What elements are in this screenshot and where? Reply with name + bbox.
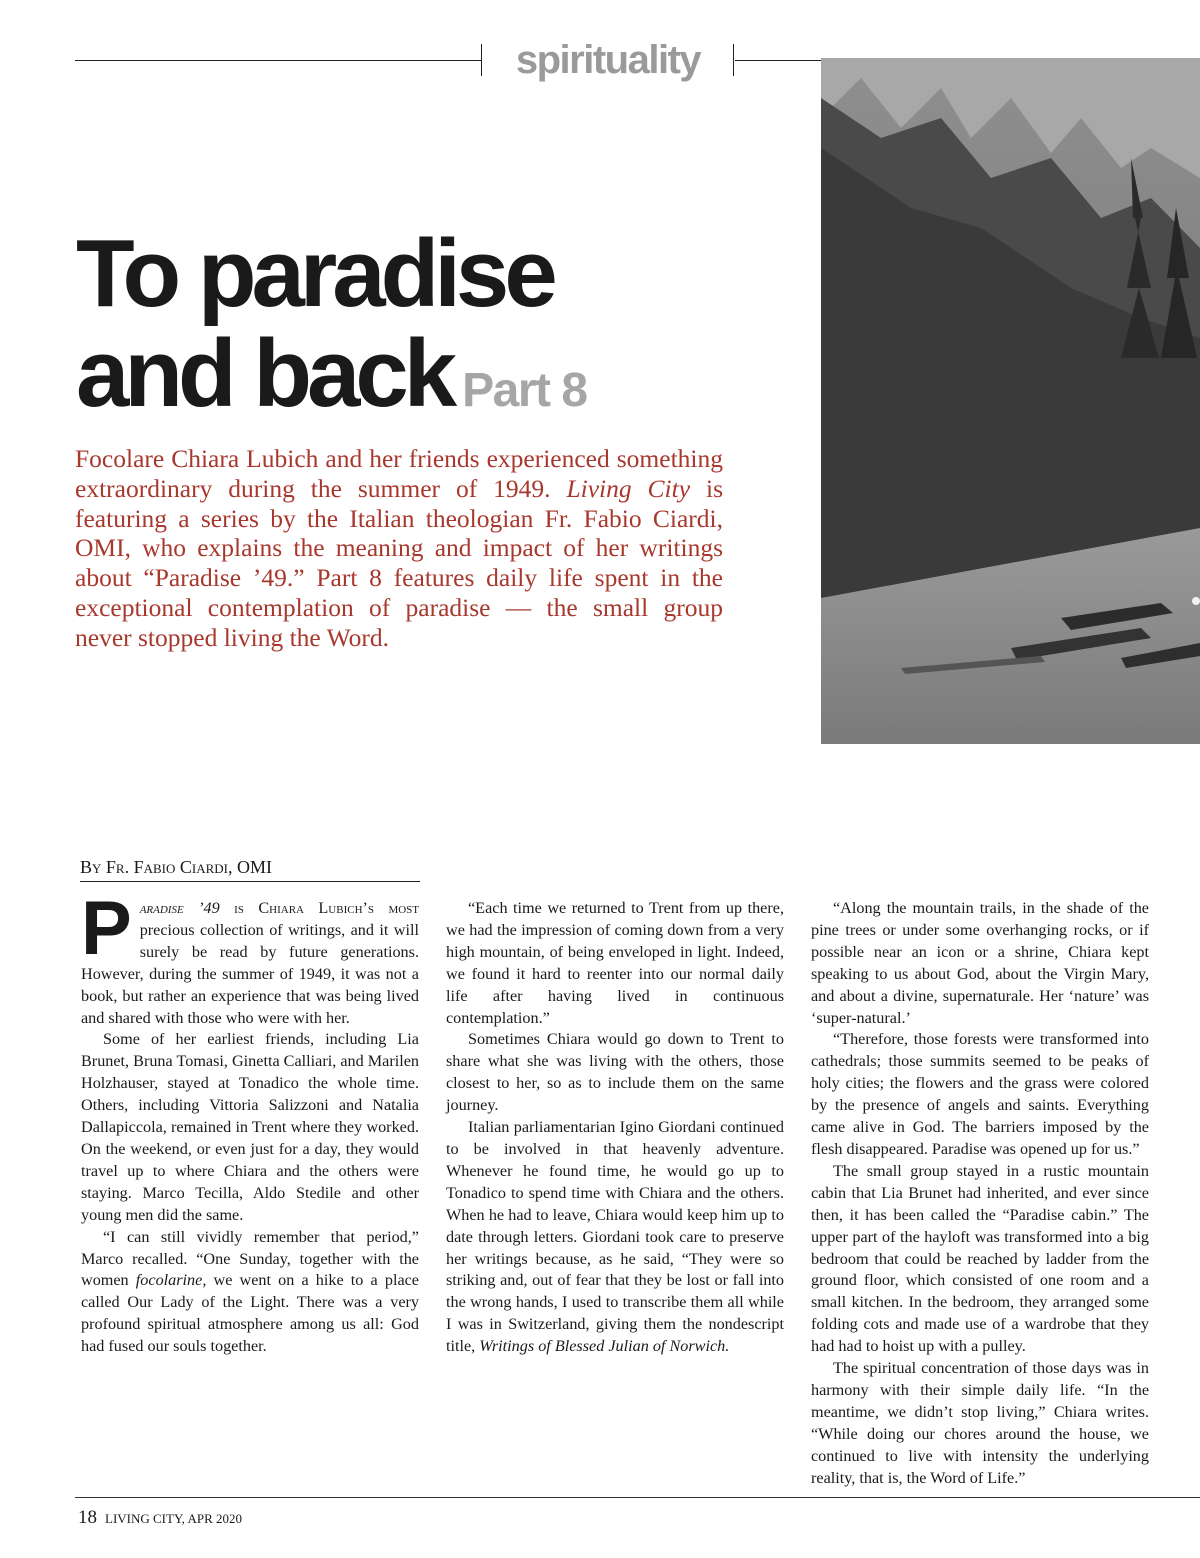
deck-text: Focolare Chiara Lubich and her friends experienced something extraordinary during the summer of 1949.: [75, 444, 723, 503]
deck-italic-title: Living City: [566, 473, 691, 503]
paragraph: The small group stayed in a rustic mountain cabin that Lia Brunet had inherited, and ever since then, it has been called the “Paradise cabin.” The upper part of the hayloft was transformed into a big bedroom that could be reached by ladder from the ground floor, which consisted of one room and a small kitchen. In the bedroom, they arranged some folding cots and made use of a wardrobe that they had had to hoist up with a pulley.: [811, 1161, 1149, 1356]
lead-italic: aradise ’49: [139, 899, 220, 917]
paragraph: The spiritual concentration of those days was in harmony with their simple daily life. “In the meantime, we didn’t stop living,” Chiara writes. “While doing our chores around the house, we continued to live with intensity the underlying reality, that is, the Word of Life.”: [811, 1359, 1149, 1487]
header-rule-left: [75, 60, 481, 61]
paragraph-italic: focolarine,: [135, 1271, 207, 1290]
paragraph-text: “I can still vividly remember that period,” Marco recalled. “One Sunday, together with the women: [81, 1227, 419, 1290]
byline-author: By Fr. Fabio Ciardi: [80, 857, 228, 877]
drop-cap: P: [81, 886, 132, 971]
page-footer: [78, 1507, 242, 1529]
title-line-1: To paradise: [76, 220, 553, 327]
article-deck: [75, 444, 723, 653]
title-line-2-wrap: [76, 320, 587, 441]
mountain-landscape-photo: [821, 58, 1200, 744]
paragraph-text: precious collection of writings, and it will surely be read by future generations. However, during the summer of 1949, it was not a book, but rather an experience that was being lived and shared with those who were with her.: [81, 920, 419, 1027]
header-rule-right: [735, 60, 821, 61]
paragraph-text: Italian parliamentarian Igino Giordani continued to be involved in that heavenly adventure. Whenever he found time, he would go up to Tonadico to spend time with Chiara and the others. When he had to leave, Chiara would keep him up to date through letters. Giordani took care to preserve her writings because, as he said, “They were so striking and, out of fear that they be lost or fall into the wrong hands, I used to transcribe them all while I was in Switzerland, giving them the nondescript title,: [446, 1118, 784, 1356]
lead-caps: is Chiara Lubich’s most: [219, 899, 420, 917]
paragraph: [81, 1227, 419, 1358]
paragraph: [446, 1117, 784, 1358]
page-number: 18: [78, 1507, 97, 1528]
paragraph: “Along the mountain trails, in the shade of the pine trees or under some overhanging rocks, or if possible near an icon or a shrine, Chiara kept speaking to us about God, about the Virgin Mary, and about a divine, supernaturale. Her ‘nature’ was ‘super-natural.’: [811, 899, 1149, 1027]
paragraph-text: we went on a hike to a place called Our Lady of the Light. There was a very profound spiritual atmosphere among us all: God had fused our souls together.: [81, 1271, 419, 1356]
header-rule-tick: [481, 44, 482, 76]
byline-suffix: , OMI: [227, 857, 272, 877]
paragraph: [81, 886, 420, 1029]
byline: [80, 857, 420, 882]
article-column-1: [81, 886, 420, 1358]
title-line-2: and back: [76, 320, 453, 427]
paragraph-italic: Writings of Blessed Julian of Norwich.: [479, 1337, 730, 1356]
deck-text: is featuring a series by the Italian theologian Fr. Fabio Ciardi, OMI, who explains the meaning and impact of her writings about “Paradise ’49.” Part 8 features daily life spent in the exceptional contemplation of paradise — the small group never stopped living the Word.: [75, 473, 723, 652]
paragraph: Some of her earliest friends, including Lia Brunet, Bruna Tomasi, Ginetta Calliari, and Marilen Holzhauser, stayed at Tonadico the whole time. Others, including Vittoria Salizzoni and Natalia Dallapiccola, remained in Trent where they worked. On the weekend, or even just for a day, they would travel up to where Chiara and the others were staying. Marco Tecilla, Aldo Stedile and other young men did the same.: [81, 1030, 419, 1224]
part-label: Part 8: [462, 364, 587, 417]
publication-info: LIVING CITY, APR 2020: [105, 1511, 242, 1526]
article-column-3: [811, 898, 1149, 1489]
article-column-2: [446, 898, 784, 1358]
header-rule-tick: [733, 44, 734, 76]
paragraph: Sometimes Chiara would go down to Trent to share what she was living with the others, those closest to her, so as to include them on the same journey.: [446, 1030, 784, 1115]
footer-rule: [75, 1497, 1200, 1498]
article-title: [76, 220, 587, 441]
section-label: spirituality: [515, 38, 701, 82]
paragraph: “Each time we returned to Trent from up there, we had the impression of coming down from a very high mountain, of being enveloped in light. Indeed, we found it hard to reenter into our normal daily life after having lived in continuous contemplation.”: [446, 899, 784, 1027]
paragraph: “Therefore, those forests were transformed into cathedrals; those summits seemed to be peaks of holy cities; the flowers and the grass were colored by the presence of angels and saints. Everything came alive in God. The barriers imposed by the flesh disappeared. Paradise was opened up for us.”: [811, 1030, 1149, 1158]
